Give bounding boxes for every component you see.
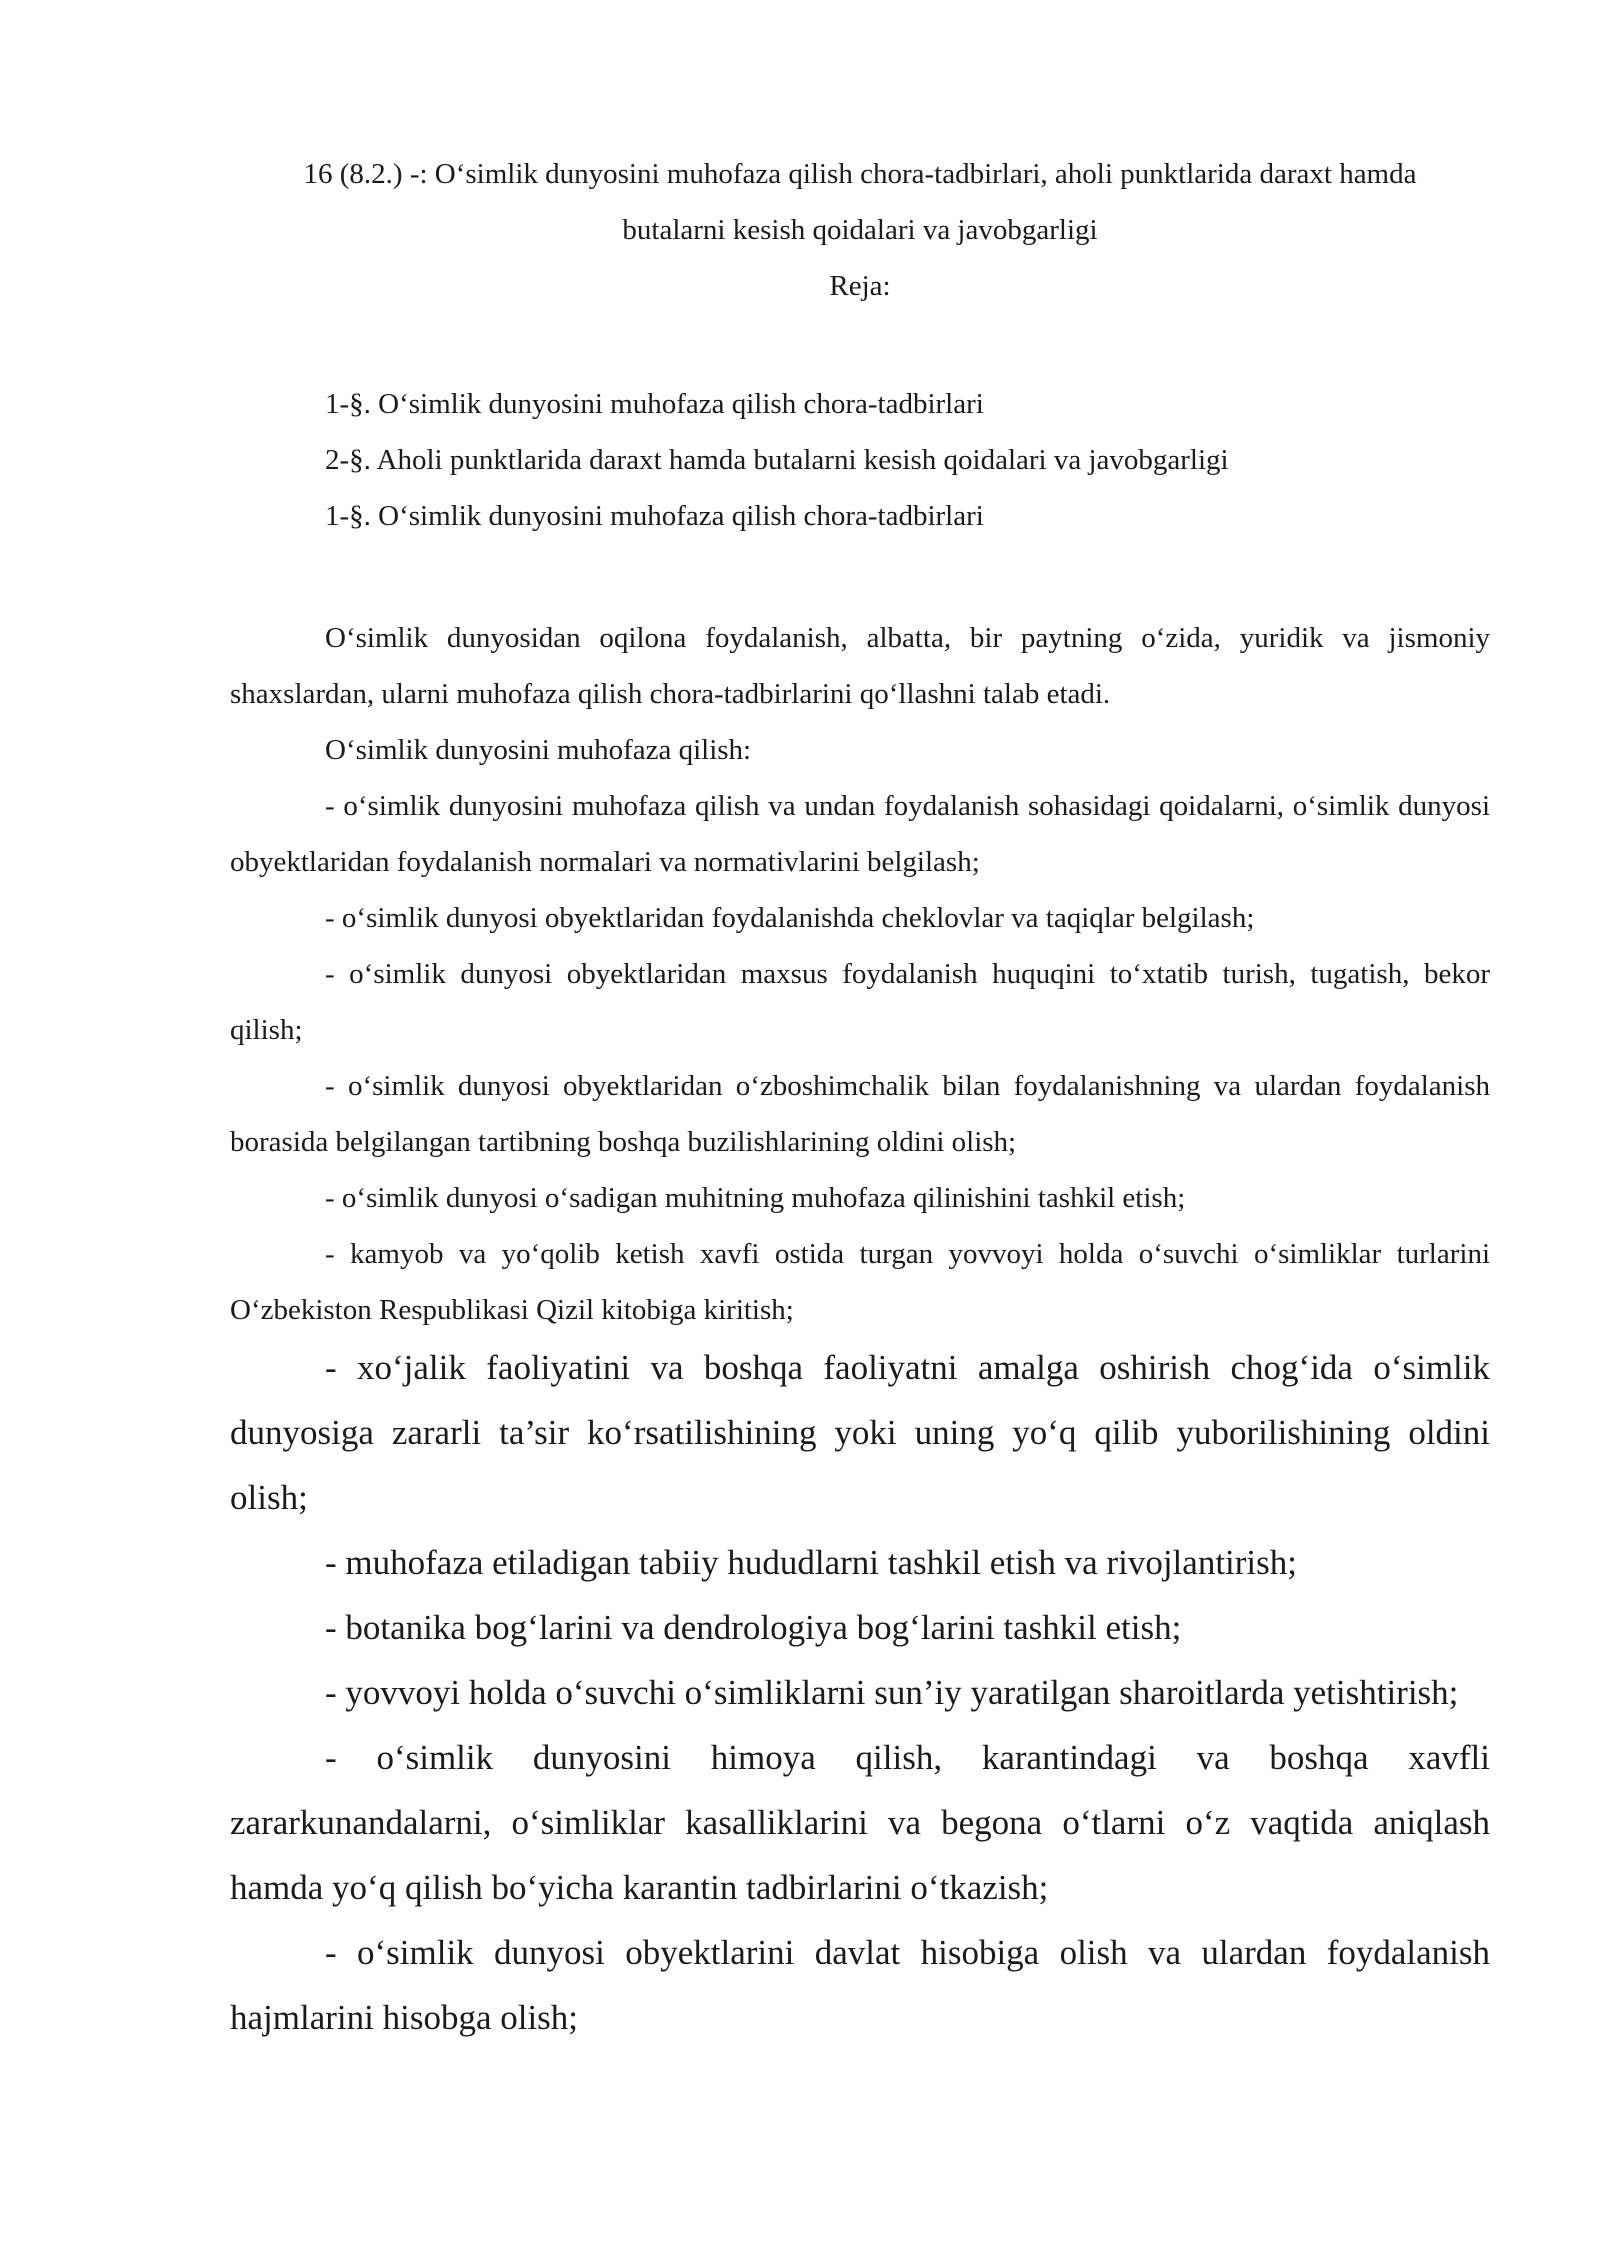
paragraph: - o‘simlik dunyosi obyektlarini davlat hisobiga olish va ulardan foydalanish hajmlarini hisobga olish; — [230, 1933, 1490, 2037]
paragraph: - o‘simlik dunyosini muhofaza qilish va undan foydalanish sohasidagi qoidalarni, o‘simlik dunyosi obyektlaridan foydalanish normalari va normativlarini belgilash; — [230, 790, 1490, 878]
paragraph: - muhofaza etiladigan tabiiy hududlarni tashkil etish va rivojlantirish; — [325, 1543, 1297, 1582]
plan-item: 1-§. O‘simlik dunyosini muhofaza qilish chora-tadbirlari — [325, 388, 984, 420]
title-line-1: 16 (8.2.) -: O‘simlik dunyosini muhofaza qilish chora-tadbirlari, aholi punktlarida daraxt hamda — [303, 158, 1417, 190]
paragraph: O‘simlik dunyosidan oqilona foydalanish, albatta, bir paytning o‘zida, yuridik va jismoniy shaxslardan, ularni muhofaza qilish chora-tadbirlarini qo‘llashni talab etadi. — [230, 622, 1490, 710]
paragraph: - o‘simlik dunyosi obyektlaridan maxsus foydalanish huquqini to‘xtatib turish, tugatish, bekor qilish; — [230, 958, 1490, 1046]
paragraph: - o‘simlik dunyosi obyektlaridan o‘zboshimchalik bilan foydalanishning va ulardan foydalanish borasida belgilangan tartibning boshqa buzilishlarining oldini olish; — [230, 1070, 1490, 1158]
body-text-large — [230, 1335, 1490, 2050]
paragraph: - kamyob va yo‘qolib ketish xavfi ostida turgan yovvoyi holda o‘suvchi o‘simliklar turlarini O‘zbekiston Respublikasi Qizil kitobiga kiritish; — [230, 1238, 1490, 1326]
document-title — [230, 146, 1490, 258]
paragraph: - botanika bog‘larini va dendrologiya bog‘larini tashkil etish; — [325, 1608, 1182, 1647]
plan-item: 1-§. O‘simlik dunyosini muhofaza qilish chora-tadbirlari — [325, 500, 984, 532]
title-line-2: butalarni kesish qoidalari va javobgarligi — [622, 214, 1098, 246]
body-text-small — [230, 610, 1490, 1338]
paragraph: - yovvoyi holda o‘suvchi o‘simliklarni sun’iy yaratilgan sharoitlarda yetishtirish; — [325, 1673, 1459, 1712]
plan-item: 2-§. Aholi punktlarida daraxt hamda butalarni kesish qoidalari va javobgarligi — [325, 444, 1229, 476]
plan-list — [325, 376, 1490, 544]
paragraph: - xo‘jalik faoliyatini va boshqa faoliyatni amalga oshirish chog‘ida o‘simlik dunyosiga zararli ta’sir ko‘rsatilishining yoki uning yo‘q qilib yuborilishining oldini olish; — [230, 1348, 1490, 1517]
plan-heading: Reja: — [829, 270, 891, 302]
paragraph: - o‘simlik dunyosi obyektlaridan foydalanishda cheklovlar va taqiqlar belgilash; — [325, 902, 1255, 934]
paragraph: O‘simlik dunyosini muhofaza qilish: — [325, 734, 752, 766]
paragraph: - o‘simlik dunyosi o‘sadigan muhitning muhofaza qilinishini tashkil etish; — [325, 1182, 1186, 1214]
paragraph: - o‘simlik dunyosini himoya qilish, karantindagi va boshqa xavfli zararkunandalarni, o‘simliklar kasalliklarini va begona o‘tlarni o‘z vaqtida aniqlash hamda yo‘q qilish bo‘yicha karantin tadbirlarini o‘tkazish; — [230, 1738, 1490, 1907]
